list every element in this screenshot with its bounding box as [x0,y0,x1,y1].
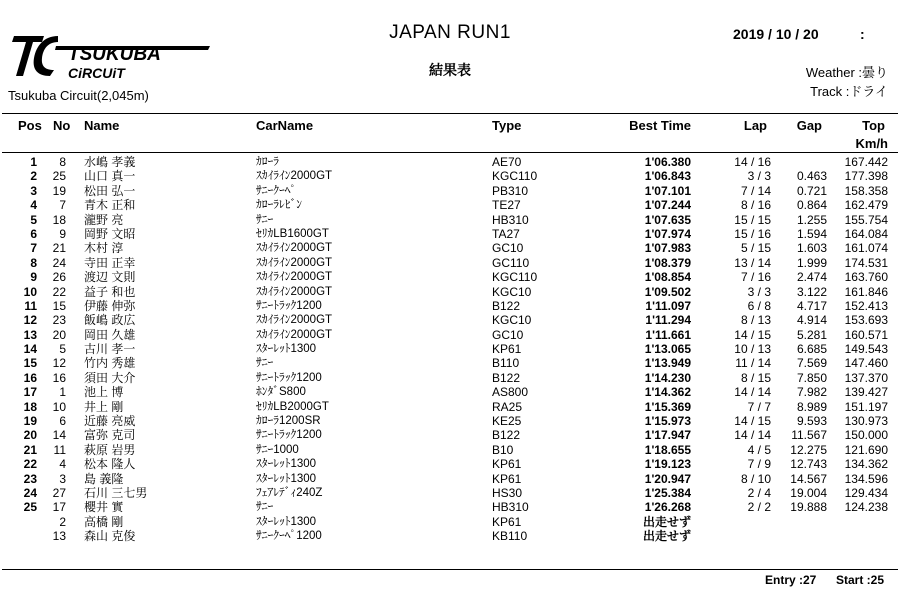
cell-name: 井上 剛 [84,399,124,414]
cell-top: 129.434 [844,485,888,500]
cell-no: 15 [52,298,66,313]
table-row [0,169,900,183]
cell-name: 森山 克俊 [84,529,136,544]
cell-pos: 6 [30,226,37,241]
logo-line2: CiRCUiT [68,65,125,81]
table-row [0,198,900,212]
cell-type: KP61 [492,514,522,529]
cell-lap: 14 / 16 [734,155,771,169]
cell-best: 1'14.230 [644,370,691,385]
cell-no: 1 [59,385,66,400]
cell-name: 岡野 文昭 [84,226,136,241]
cell-pos: 11 [24,298,37,313]
cell-best: 1'11.661 [645,327,691,342]
cell-best: 1'07.983 [644,241,691,256]
cell-lap: 3 / 3 [747,169,771,184]
cell-top: 153.693 [844,313,888,328]
cell-lap: 8 / 16 [740,198,771,213]
table-row [0,184,900,198]
cell-pos: 24 [23,485,37,500]
cell-type: HB310 [492,500,529,515]
cell-pos: 2 [30,169,37,184]
cell-name: 岡田 久雄 [84,327,136,342]
cell-gap: 0.864 [796,198,827,213]
cell-gap: 19.004 [790,485,827,500]
cell-lap: 7 / 16 [740,270,771,285]
cell-name: 松本 隆人 [84,457,136,472]
cell-type: KP61 [492,471,522,486]
cell-lap: 2 / 4 [747,485,771,500]
cell-name: 竹内 秀雄 [84,356,136,371]
cell-gap: 12.275 [790,442,827,457]
col-carname: CarName [256,118,314,133]
cell-top: 174.531 [844,255,888,270]
cell-name: 松田 弘一 [84,183,136,198]
table-row [0,400,900,414]
col-top-speed-line2: Km/h [855,136,888,151]
table-row [0,500,900,514]
cell-top: 139.427 [844,385,888,400]
cell-pos: 14 [23,342,37,357]
cell-top: 155.754 [844,212,888,227]
cell-no: 24 [52,255,66,270]
table-row [0,328,900,342]
cell-gap: 1.594 [796,226,827,241]
cell-type: KGC10 [492,284,532,299]
cell-car: ｽｶｲﾗｲﾝ2000GT [256,285,333,298]
track-condition-label: Track :ドライ [810,84,888,99]
cell-top: 137.370 [844,370,888,385]
cell-best: 1'26.268 [644,500,691,515]
cell-best: 1'07.101 [644,183,691,198]
cell-top: 162.479 [844,198,888,213]
cell-no: 8 [59,155,66,169]
cell-name: 木村 淳 [84,241,124,256]
cell-no: 14 [52,428,66,443]
cell-type: B122 [492,298,521,313]
table-row [0,515,900,529]
table-row [0,414,900,428]
cell-best: 1'15.973 [644,414,691,429]
cell-lap: 7 / 9 [747,457,771,472]
cell-top: 147.460 [844,356,888,371]
cell-name: 山口 真一 [84,169,136,184]
cell-car: ｾﾘｶLB2000GT [256,400,329,413]
cell-name: 池上 博 [84,385,124,400]
table-row [0,285,900,299]
cell-pos: 10 [23,284,37,299]
cell-top: 124.238 [844,500,888,515]
cell-type: TA27 [492,226,520,241]
cell-no: 23 [52,313,66,328]
cell-pos: 25 [23,500,37,515]
cell-name: 萩原 岩男 [84,442,136,457]
cell-pos: 23 [23,471,37,486]
cell-best: 1'06.380 [644,155,691,169]
cell-lap: 8 / 10 [740,471,771,486]
cell-lap: 8 / 13 [740,313,771,328]
cell-no: 19 [52,183,66,198]
cell-gap: 9.593 [796,414,827,429]
cell-pos: 19 [23,414,37,429]
cell-type: B122 [492,370,521,385]
cell-top: 163.760 [844,270,888,285]
cell-type: GC110 [492,255,530,270]
cell-type: KP61 [492,457,522,472]
cell-pos: 9 [30,270,37,285]
table-row [0,299,900,313]
cell-type: TE27 [492,198,521,213]
cell-type: HS30 [492,485,523,500]
cell-type: KB110 [492,529,528,544]
cell-top: 150.000 [844,428,888,443]
cell-name: 近藤 亮威 [84,414,136,429]
table-row [0,256,900,270]
cell-best: 1'17.947 [644,428,691,443]
cell-name: 石川 三七男 [84,485,148,500]
cell-no: 27 [52,485,66,500]
cell-car: ｻﾆｰﾄﾗｯｸ1200 [256,371,322,384]
cell-best: 1'19.123 [644,457,691,472]
table-row [0,270,900,284]
cell-gap: 4.717 [796,298,827,313]
cell-no: 25 [52,169,66,184]
cell-lap: 5 / 15 [740,241,771,256]
cell-best: 1'11.097 [645,298,691,313]
cell-car: ｶﾛｰﾗﾚﾋﾞﾝ [256,199,302,212]
cell-type: AS800 [492,385,529,400]
cell-gap: 7.982 [796,385,827,400]
cell-gap: 14.567 [790,471,827,486]
cell-name: 高橋 剛 [84,514,124,529]
cell-no: 13 [52,529,66,544]
cell-best: 1'07.244 [644,198,691,213]
cell-type: RA25 [492,399,523,414]
header-bottom-rule [2,152,898,153]
col-top-speed-line1: Top [862,118,885,133]
cell-pos: 7 [30,241,37,256]
cell-lap: 14 / 15 [734,327,771,342]
cell-car: ﾌｪｱﾚﾃﾞｨ240Z [256,486,323,499]
cell-car: ｽｶｲﾗｲﾝ2000GT [256,170,333,183]
cell-no: 11 [53,442,66,457]
cell-car: ｽｶｲﾗｲﾝ2000GT [256,271,333,284]
cell-pos: 5 [30,212,37,227]
col-best-time: Best Time [629,118,691,133]
cell-top: 130.973 [844,414,888,429]
cell-lap: 2 / 2 [747,500,771,515]
cell-car: ｽｶｲﾗｲﾝ2000GT [256,256,333,269]
table-row [0,472,900,486]
entry-count: Entry :27 [765,573,817,587]
cell-car: ｻﾆｰ [256,501,274,514]
cell-gap: 7.569 [796,356,827,371]
table-row [0,385,900,399]
cell-gap: 6.685 [796,342,827,357]
cell-pos: 17 [23,385,37,400]
venue-label: Tsukuba Circuit(2,045m) [8,88,149,103]
cell-best: 1'07.974 [644,226,691,241]
cell-name: 寺田 正幸 [84,255,136,270]
cell-car: ｽｶｲﾗｲﾝ2000GT [256,314,333,327]
cell-lap: 10 / 13 [734,342,771,357]
cell-pos: 20 [23,428,37,443]
cell-type: KGC110 [492,270,538,285]
cell-car: ｻﾆｰ [256,357,274,370]
cell-pos: 22 [23,457,37,472]
cell-lap: 3 / 3 [747,284,771,299]
table-row [0,227,900,241]
cell-car: ﾎﾝﾀﾞS800 [256,386,306,399]
cell-car: ｽﾀｰﾚｯﾄ1300 [256,515,317,528]
cell-pos: 16 [23,370,37,385]
cell-no: 9 [59,226,66,241]
cell-car: ｶﾛｰﾗ [256,156,279,168]
cell-best: 1'06.843 [644,169,691,184]
cell-no: 16 [52,370,66,385]
cell-lap: 8 / 15 [740,370,771,385]
cell-top: 167.442 [844,155,888,169]
cell-pos: 15 [23,356,37,371]
cell-best: 1'13.949 [644,356,691,371]
cell-top: 161.074 [844,241,888,256]
cell-type: KE25 [492,414,522,429]
cell-best: 出走せず [642,529,691,544]
cell-top: 158.358 [844,183,888,198]
table-row [0,486,900,500]
header-top-rule [2,113,898,114]
cell-best: 1'09.502 [644,284,691,299]
cell-name: 益子 和也 [84,284,136,299]
cell-pos: 12 [23,313,37,328]
cell-no: 22 [52,284,66,299]
table-row [0,443,900,457]
table-row [0,313,900,327]
cell-type: B110 [492,356,520,371]
cell-type: B122 [492,428,521,443]
cell-top: 134.596 [844,471,888,486]
col-lap: Lap [743,118,767,133]
cell-name: 水嶋 孝義 [84,155,136,169]
cell-no: 18 [52,212,66,227]
cell-pos: 18 [23,399,37,414]
cell-gap: 0.721 [796,183,827,198]
cell-best: 1'11.294 [645,313,691,328]
cell-type: B10 [492,442,514,457]
cell-no: 7 [59,198,66,213]
cell-lap: 11 / 14 [735,356,771,371]
table-row [0,428,900,442]
cell-no: 10 [52,399,66,414]
logo-line1: TSUKUBA [68,44,161,65]
cell-type: KP61 [492,342,522,357]
results-table [0,155,900,544]
cell-car: ｻﾆｰﾄﾗｯｸ1200 [256,429,322,442]
event-title: JAPAN RUN1 [389,22,511,43]
cell-top: 160.571 [844,327,888,342]
table-row [0,241,900,255]
cell-no: 12 [52,356,66,371]
cell-best: 1'08.379 [644,255,691,270]
cell-best: 出走せず [642,514,691,529]
cell-gap: 3.122 [796,284,827,299]
cell-type: KGC110 [492,169,538,184]
cell-car: ｶﾛｰﾗ1200SR [256,415,321,428]
cell-top: 134.362 [844,457,888,472]
cell-name: 富弥 克司 [84,428,136,443]
cell-top: 151.197 [844,399,888,414]
cell-type: AE70 [492,155,522,169]
cell-car: ｽﾀｰﾚｯﾄ1300 [256,343,317,356]
cell-type: GC10 [492,241,524,256]
cell-top: 164.084 [844,226,888,241]
cell-gap: 4.914 [796,313,827,328]
cell-name: 瀧野 亮 [84,212,124,227]
cell-top: 121.690 [844,442,888,457]
cell-gap: 11.567 [791,428,827,443]
results-subtitle: 結果表 [429,62,471,78]
cell-name: 櫻井 實 [84,500,124,515]
cell-car: ｽｶｲﾗｲﾝ2000GT [256,328,333,341]
cell-best: 1'08.854 [644,270,691,285]
cell-no: 21 [52,241,66,256]
cell-lap: 14 / 14 [734,385,771,400]
cell-best: 1'14.362 [644,385,691,400]
col-name: Name [84,118,120,133]
cell-gap: 8.989 [796,399,827,414]
cell-gap: 12.743 [790,457,827,472]
cell-car: ｻﾆｰﾄﾗｯｸ1200 [256,299,322,312]
cell-no: 17 [52,500,66,515]
table-row [0,529,900,543]
cell-name: 伊藤 伸弥 [84,298,136,313]
cell-gap: 0.463 [796,169,827,184]
cell-gap: 1.999 [796,255,827,270]
cell-lap: 6 / 8 [747,298,771,313]
table-row [0,371,900,385]
col-pos: Pos [18,118,42,133]
table-row [0,356,900,370]
cell-best: 1'13.065 [644,342,691,357]
cell-car: ｽｶｲﾗｲﾝ2000GT [256,242,333,255]
cell-car: ｽﾀｰﾚｯﾄ1300 [256,472,317,485]
cell-best: 1'07.635 [644,212,691,227]
cell-name: 須田 大介 [84,370,136,385]
cell-pos: 13 [23,327,37,342]
cell-lap: 7 / 14 [740,183,771,198]
cell-lap: 7 / 7 [747,399,771,414]
cell-top: 161.846 [844,284,888,299]
cell-lap: 13 / 14 [734,255,771,270]
cell-no: 26 [52,270,66,285]
cell-no: 20 [52,327,66,342]
cell-no: 2 [59,514,66,529]
cell-car: ｻﾆｰｸｰﾍﾟ [256,184,297,197]
cell-best: 1'15.369 [644,399,691,414]
table-row [0,457,900,471]
cell-type: GC10 [492,327,524,342]
cell-pos: 21 [23,442,37,457]
col-no: No [53,118,71,133]
cell-pos: 4 [30,198,37,213]
cell-name: 古川 孝一 [84,342,136,357]
col-type: Type [492,118,522,133]
time-placeholder: : [860,26,865,42]
cell-type: KGC10 [492,313,532,328]
cell-car: ｽﾀｰﾚｯﾄ1300 [256,458,317,471]
cell-lap: 14 / 15 [734,414,771,429]
cell-top: 149.543 [844,342,888,357]
cell-car: ｾﾘｶLB1600GT [256,227,329,240]
cell-gap: 1.255 [796,212,827,227]
cell-gap: 7.850 [796,370,827,385]
cell-name: 青木 正和 [84,198,136,213]
cell-type: HB310 [492,212,529,227]
cell-gap: 19.888 [790,500,827,515]
cell-gap: 5.281 [796,327,827,342]
cell-best: 1'18.655 [644,442,691,457]
cell-no: 5 [59,342,66,357]
weather-label: Weather :曇り [805,65,888,80]
cell-lap: 14 / 14 [734,428,771,443]
cell-lap: 4 / 5 [747,442,771,457]
cell-top: 177.398 [844,169,888,184]
cell-no: 4 [59,457,66,472]
cell-gap: 2.474 [796,270,827,285]
cell-car: ｻﾆｰ [256,213,274,226]
table-row [0,213,900,227]
cell-car: ｻﾆｰ1000 [256,443,299,456]
cell-best: 1'25.384 [644,485,691,500]
cell-type: PB310 [492,183,529,198]
cell-name: 島 義隆 [84,471,124,486]
table-row [0,342,900,356]
cell-car: ｻﾆｰｸｰﾍﾟ1200 [256,530,322,543]
start-count: Start :25 [836,573,885,587]
cell-pos: 3 [30,183,37,198]
cell-top: 152.413 [844,298,888,313]
cell-lap: 15 / 16 [734,226,771,241]
footer-rule [2,569,898,570]
cell-name: 渡辺 文則 [84,270,136,285]
cell-pos: 1 [30,155,37,169]
cell-no: 6 [59,414,66,429]
cell-name: 飯嶋 政広 [84,313,136,328]
event-date: 2019 / 10 / 20 [733,26,819,42]
cell-gap: 1.603 [796,241,827,256]
cell-no: 3 [59,471,66,486]
cell-lap: 15 / 15 [734,212,771,227]
col-gap: Gap [796,118,822,133]
cell-pos: 8 [30,255,37,270]
cell-best: 1'20.947 [644,471,691,486]
table-row [0,155,900,169]
